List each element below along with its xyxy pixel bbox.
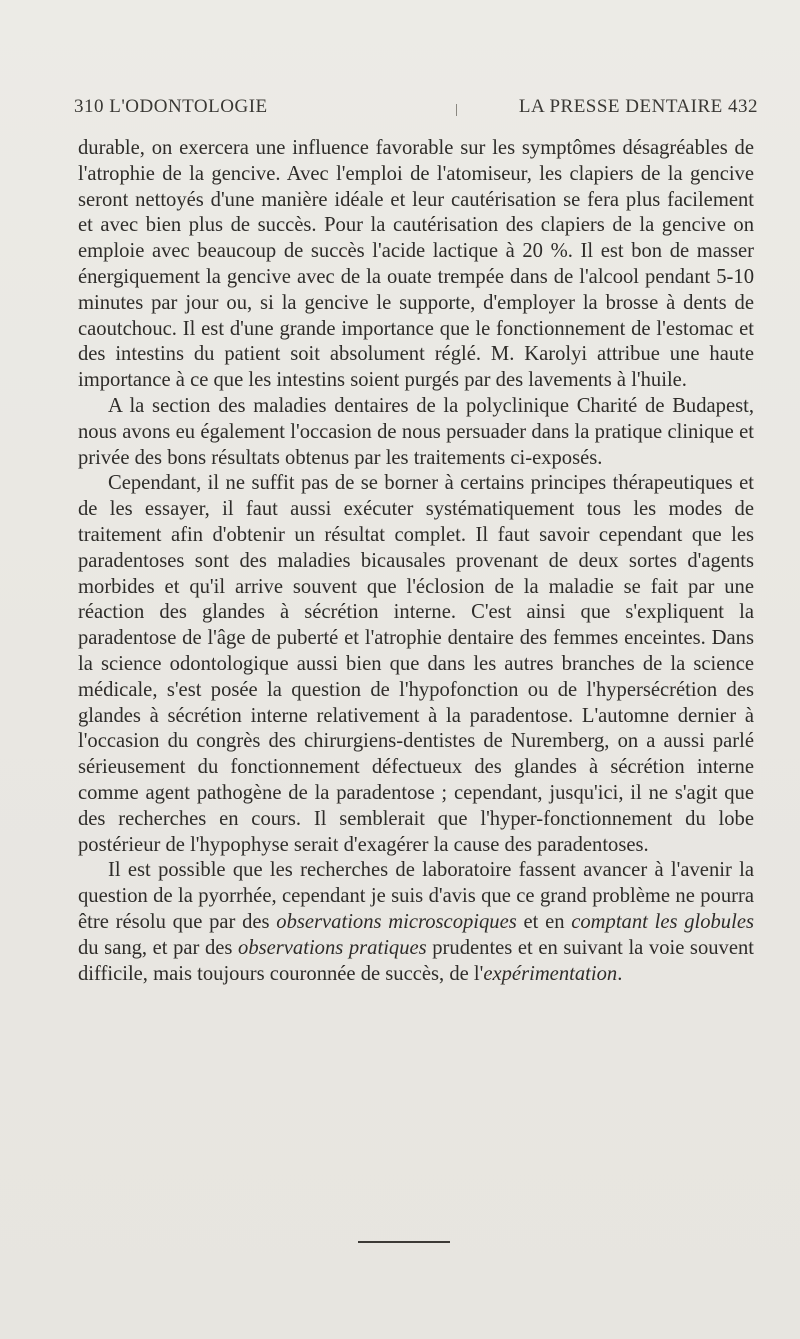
paragraph: Cependant, il ne suffit pas de se borner à certains principes thérapeutiques et de les essayer, il faut aussi exécuter systématiquement tous les modes de traitement afin d'obtenir un résultat complet. Il faut savoir cependant que les paradentoses sont des maladies bicausales provenant de deux sortes d'agents morbides et qu'il arrive souvent que l'éclosion de la maladie se fait par une réaction des glandes à sécrétion interne. C'est ainsi que s'expliquent la paradentose de l'âge de puberté et l'atrophie dentaire des femmes enceintes. Dans la science odontologique aussi bien que dans les autres branches de la science médicale, s'est posée la question de l'hypofonction ou de l'hypersécrétion des glandes à sécrétion interne relativement à la paradentose. L'automne dernier à l'occasion du congrès des chirurgiens-dentistes de Nuremberg, on a aussi parlé sérieusement du fonctionnement défectueux des glandes à sécrétion interne comme agent pathogène de la paradentose ; cependant, jusqu'ici, il ne s'agit que des recherches en cours. Il semblerait que l'hyper-fonctionnement du lobe postérieur de l'hypophyse serait d'exagérer la cause des paradentoses. <box>78 472 754 856</box>
end-rule <box>358 1241 450 1243</box>
journal-title-right: LA PRESSE DENTAIRE <box>518 96 723 117</box>
running-header <box>74 96 758 126</box>
italic-segment: observations pratiques <box>238 936 427 959</box>
page-number-right: 432 <box>728 96 758 117</box>
header-left <box>74 96 268 118</box>
text-segment: du sang, et par des <box>78 936 239 959</box>
paragraph: A la section des maladies dentaires de la polyclinique Charité de Budapest, nous avons eu également l'occasion de nous persuader dans la pratique clinique et privée des bons résultats obtenus par les traitements ci-exposés. <box>78 394 754 469</box>
journal-title-left: L'ODONTOLOGIE <box>109 96 268 117</box>
italic-segment: observations microscopiques <box>276 910 517 933</box>
header-right <box>519 96 758 118</box>
text-segment: et en <box>516 910 572 933</box>
paragraph: durable, on exercera une influence favorable sur les symptômes désagréables de l'atrophie de la gencive. Avec l'emploi de l'atomiseur, les clapiers de la gencive seront nettoyés d'une manière idéale et leur cautérisation se fera plus facilement et avec bien plus de succès. Pour la cautérisation des clapiers de la gencive on emploie avec beaucoup de succès l'acide lactique à 20 %. Il est bon de masser énergiquement la gencive avec de la ouate trempée dans de l'alcool pendant 5-10 minutes par jour ou, si la gencive le supporte, d'employer la brosse à dents de caoutchouc. Il est d'une grande importance que le fonctionnement de l'estomac et des intestins du patient soit absolument réglé. M. Karolyi attribue une haute importance à ce que les intestins soient purgés par des lavements à l'huile. <box>78 137 754 392</box>
italic-segment: comptant les globules <box>571 910 754 933</box>
italic-segment: expérimentation <box>483 962 618 985</box>
header-divider <box>456 104 457 116</box>
page-number: 310 <box>74 96 104 117</box>
text-segment: prudentes et en suivant la voie souvent difficile, mais toujours couronnée de succès, de l' <box>78 936 754 985</box>
article-body <box>78 136 754 987</box>
text-segment: . <box>617 962 623 985</box>
paragraph-with-italics <box>78 858 754 987</box>
text-segment: Il est possible que les recherches de laboratoire fassent avancer à l'avenir la question de la pyorrhée, cependant je suis d'avis que ce grand problème ne pourra être résolu que par des <box>78 859 754 933</box>
